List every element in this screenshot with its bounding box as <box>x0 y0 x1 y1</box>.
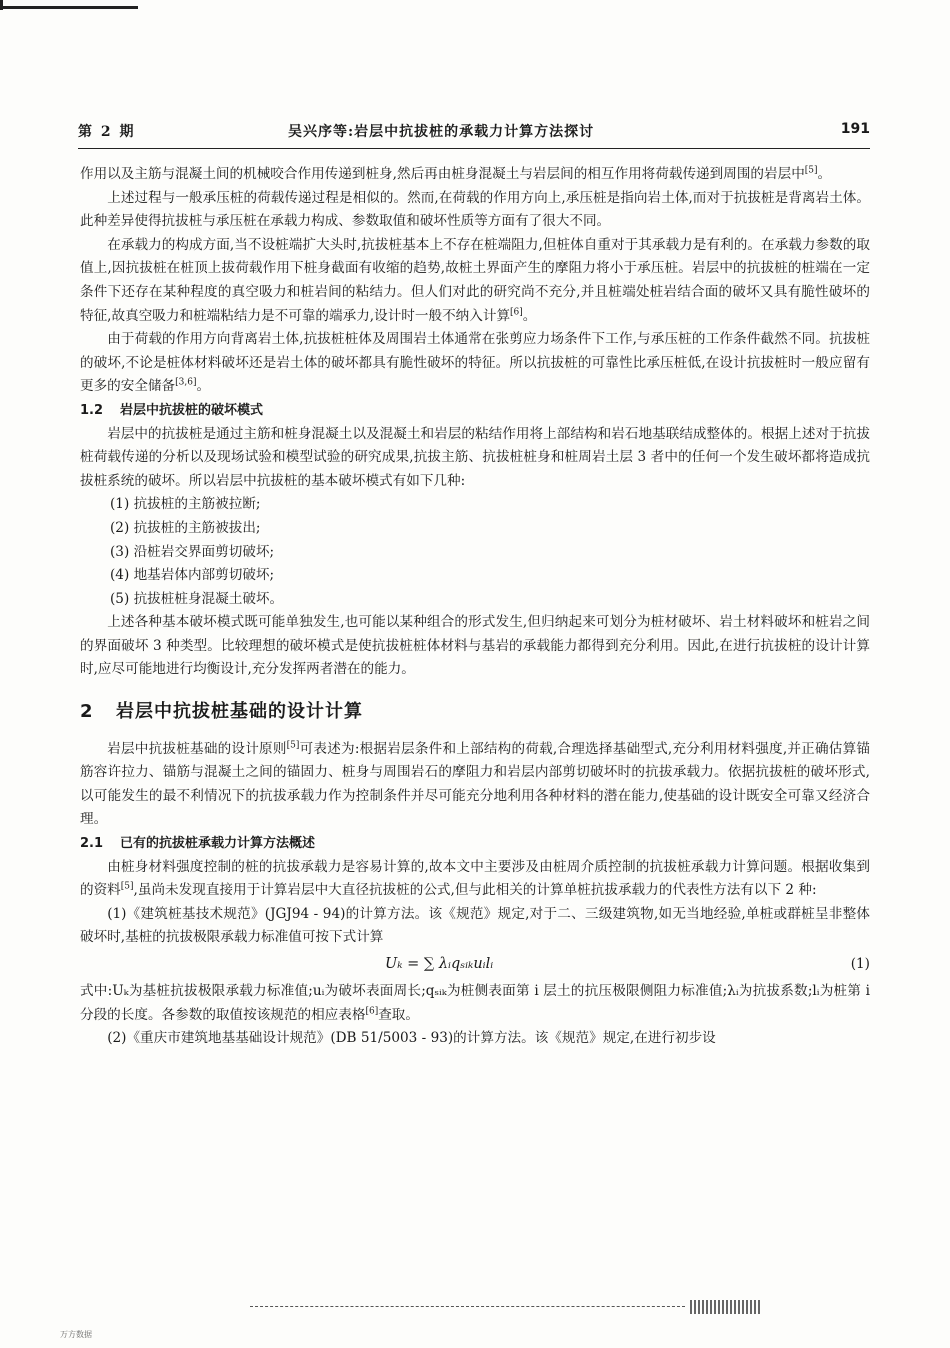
equation-number: (1) <box>850 956 870 972</box>
citation: [5] <box>120 881 134 892</box>
list-item: (4) 地基岩体内部剪切破坏; <box>110 567 275 584</box>
footer-scan-line <box>250 1306 685 1307</box>
paragraph-failure-modes: 岩层中的抗拔桩是通过主筋和桩身混凝土以及混凝土和岩层的粘结作用将上部结构和岩石地基联结成整体的。根据上述对于抗拔桩荷载传递的分析以及现场试验和模型试验的研究成果,抗拔主筋、抗拔桩桩身和桩周岩土层 3 者中的任何一个发生破坏都将造成抗拔桩系统的破坏。所以岩层中抗拔桩的基本破坏模式有如下几种: <box>80 425 870 489</box>
list-item: (2) 抗拔桩的主筋被拔出; <box>110 519 261 536</box>
running-title: 吴兴序等:岩层中抗拔桩的承载力计算方法探讨 <box>288 124 595 140</box>
citation: [6] <box>510 307 523 318</box>
paragraph-method-2: (2)《重庆市建筑地基基础设计规范》(DB 51/5003 - 93)的计算方法。该《规范》规定,在进行初步设 <box>107 1030 716 1047</box>
citation: [5] <box>804 165 818 176</box>
article-body <box>80 163 870 1051</box>
citation: [6] <box>365 1006 379 1017</box>
header-rule <box>78 148 870 149</box>
list-item: (3) 沿桩岩交界面剪切破坏; <box>110 543 275 560</box>
paragraph-existing-methods: 由桩身材料强度控制的桩的抗拔承载力是容易计算的,故本文中主要涉及由桩周介质控制的抗拔桩承载力计算问题。根据收集到的资料[5],虽尚未发现直接用于计算岩层中大直径抗拔桩的公式,但与此相关的计算单桩抗拔承载力的代表性方法有以下 2 种: <box>80 858 870 899</box>
list-item: (1) 抗拔桩的主筋被拉断; <box>110 496 261 513</box>
watermark: 万方数据 <box>60 1330 92 1339</box>
paragraph-comparison: 上述过程与一般承压桩的荷载传递过程是相似的。然而,在荷载的作用方向上,承压桩是指向岩土体,而对于抗拔桩是背离岩土体。此种差异使得抗拔桩与承压桩在承载力构成、参数取值和破坏性质等方面有了很大不同。 <box>80 189 870 230</box>
citation: [5] <box>286 740 300 751</box>
section-heading-2: 2 岩层中抗拔桩基础的设计计算 <box>80 701 363 723</box>
paragraph-capacity-composition: 在承载力的构成方面,当不设桩端扩大头时,抗拔桩基本上不存在桩端阻力,但桩体自重对于其承载力是有利的。在承载力参数的取值上,因抗拔桩在桩顶上拔荷载作用下桩身截面有收缩的趋势,故桩土界面产生的摩阻力将小于承压桩。岩层中的抗拔桩的桩端在一定条件下还存在某种程度的真空吸力和桩岩间的粘结力。但人们对此的研究尚不充分,并且桩端处桩岩结合面的破坏又具有脆性破坏的特征,故真空吸力和桩端粘结力是不可靠的端承力,设计时一般不纳入计算[6]。 <box>80 236 870 324</box>
paragraph-design-principle: 岩层中抗拔桩基础的设计原则[5]可表述为:根据岩层条件和上部结构的荷载,合理选择基础型式,充分利用材料强度,并正确估算锚筋容许拉力、锚筋与混凝土之间的锚固力、桩身与周围岩石的摩阻力和岩层内部剪切破坏时的抗拔承载力。依据抗拔桩的破坏形式,以可能发生的最不利情况下的抗拔承载力作为控制条件并尽可能充分地利用各种材料的潜在能力,使基础的设计既安全可靠又经济合理。 <box>80 740 870 828</box>
paragraph-method-1: (1)《建筑桩基技术规范》(JGJ94 - 94)的计算方法。该《规范》规定,对于二、三级建筑物,如无当地经验,单桩或群桩呈非整体破坏时,基桩的抗拔极限承载力标准值可按下式计算 <box>80 905 870 946</box>
failure-mode-list <box>80 493 870 611</box>
scan-edge-rule <box>0 6 138 9</box>
equation-1 <box>80 950 870 980</box>
issue-label: 第 2 期 <box>78 124 136 140</box>
page-number: 191 <box>840 121 870 137</box>
paragraph-load-transfer: 作用以及主筋与混凝土间的机械咬合作用传递到桩身,然后再由桩身混凝土与岩层间的相互作用将荷载传递到周围的岩层中[5]。 <box>80 165 832 182</box>
citation: [3,6] <box>175 377 197 388</box>
paragraph-symbol-definitions: 式中:Uₖ为基桩抗拔极限承载力标准值;uᵢ为破坏表面周长;qₛᵢₖ为桩侧表面第 i 层土的抗压极限侧阻力标准值;λᵢ为抗拔系数;lᵢ为桩第 i 分段的长度。各参数的取值按该规范的相应表格[6]查取。 <box>80 983 870 1023</box>
paragraph-failure-types: 上述各种基本破坏模式既可能单独发生,也可能以某种组合的形式发生,但归纳起来可划分为桩材破坏、岩土材料破坏和桩岩之间的界面破坏 3 种类型。比较理想的破坏模式是使抗拔桩桩体材料与基岩的承载能力都得到充分利用。因此,在进行抗拔桩的设计计算时,应尽可能地进行均衡设计,充分发挥两者潜在的能力。 <box>80 614 870 678</box>
paragraph-reliability: 由于荷载的作用方向背离岩土体,抗拔桩桩体及周围岩土体通常在张剪应力场条件下工作,与承压桩的工作条件截然不同。抗拔桩的破坏,不论是桩体材料破坏还是岩土体的破坏都具有脆性破坏的特征。所以抗拔桩的可靠性比承压桩低,在设计抗拔桩时一般应留有更多的安全储备[3,6]。 <box>80 331 870 395</box>
list-item: (5) 抗拔桩桩身混凝土破坏。 <box>110 590 284 607</box>
footer-scan-artifact <box>690 1300 760 1314</box>
section-heading-1-2: 1.2 岩层中抗拔桩的破坏模式 <box>80 402 264 418</box>
equation-expression: Uₖ = ∑ λᵢqₛᵢₖuᵢlᵢ <box>385 956 494 972</box>
section-heading-2-1: 2.1 已有的抗拔桩承载力计算方法概述 <box>80 836 316 852</box>
running-header <box>78 119 870 143</box>
